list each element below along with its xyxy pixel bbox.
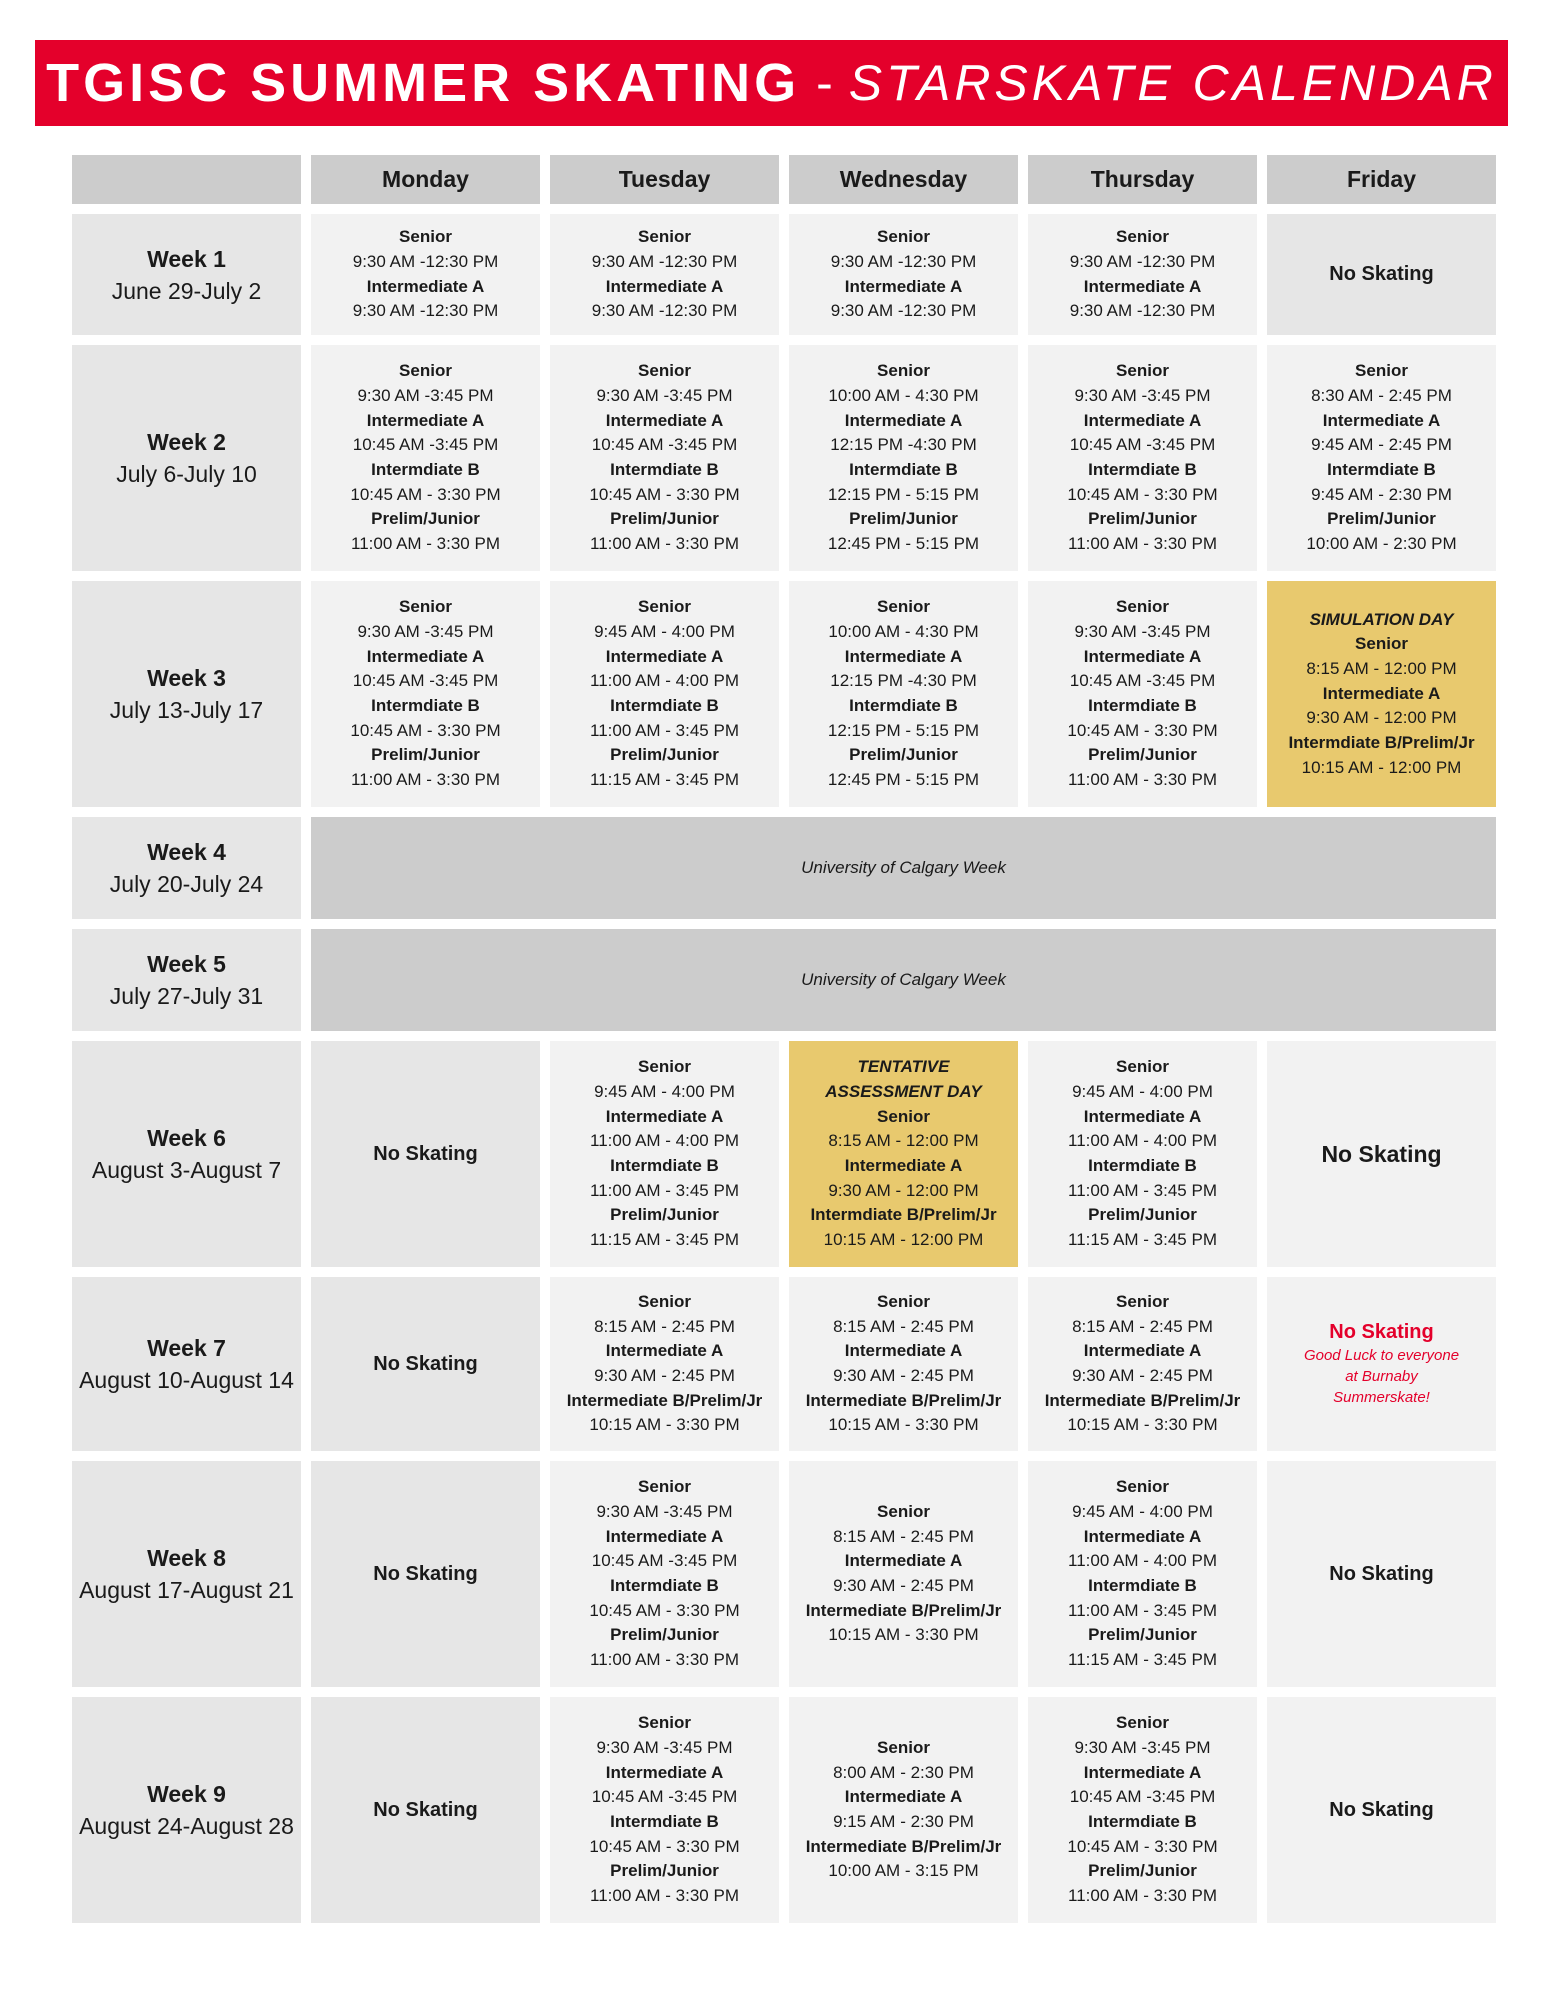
week-6-monday <box>311 1041 540 1267</box>
level-label: Senior <box>1116 1477 1169 1497</box>
level-label: Intermediate A <box>1083 1341 1202 1361</box>
week-dates: July 27-July 31 <box>109 983 264 1009</box>
level-label: Senior <box>1116 1057 1169 1077</box>
level-label: Prelim/Junior <box>371 509 480 529</box>
level-label: Intermediate B/Prelim/Jr <box>805 1390 1002 1410</box>
no-skating-label: No Skating <box>373 1142 478 1165</box>
level-label: Senior <box>638 1477 691 1497</box>
level-label: Prelim/Junior <box>1327 509 1436 529</box>
header-tuesday: Tuesday <box>550 155 779 204</box>
week-name: Week 4 <box>147 839 226 865</box>
time-range: 9:30 AM -12:30 PM <box>591 301 738 321</box>
time-range: 11:00 AM - 4:00 PM <box>590 671 739 691</box>
time-range: 11:00 AM - 3:30 PM <box>1068 770 1217 790</box>
time-range: 11:15 AM - 3:45 PM <box>1068 1230 1217 1250</box>
week-9-thursday <box>1028 1697 1257 1923</box>
level-label: Senior <box>1116 1291 1169 1311</box>
time-range: 10:45 AM -3:45 PM <box>1069 435 1216 455</box>
level-label: Intermediate B/Prelim/Jr <box>1044 1390 1241 1410</box>
time-range: 9:30 AM - 2:45 PM <box>594 1366 735 1385</box>
time-range: 12:15 PM -4:30 PM <box>830 671 977 691</box>
time-range: 10:45 AM -3:45 PM <box>591 435 738 455</box>
week-7-thursday <box>1028 1277 1257 1451</box>
week-3-tuesday <box>550 581 779 807</box>
time-range: 11:00 AM - 3:45 PM <box>590 720 739 740</box>
time-range: 9:30 AM -3:45 PM <box>596 1737 733 1757</box>
week-9-friday <box>1267 1697 1496 1923</box>
no-skating-label: No Skating <box>373 1798 478 1821</box>
time-range: 11:00 AM - 3:45 PM <box>1068 1180 1217 1200</box>
week-dates: August 24-August 28 <box>79 1813 294 1839</box>
time-range: 9:45 AM - 4:00 PM <box>594 1081 735 1101</box>
no-skating-label: No Skating <box>1329 1562 1434 1585</box>
level-label: Prelim/Junior <box>610 745 719 765</box>
time-range: 12:45 PM - 5:15 PM <box>827 770 980 790</box>
time-range: 10:15 AM - 3:30 PM <box>1067 1415 1218 1435</box>
week-2-label <box>72 345 301 571</box>
level-label: Intermediate A <box>605 1526 724 1546</box>
level-label: Intermdiate B <box>610 696 719 715</box>
time-range: 11:00 AM - 3:45 PM <box>1068 1600 1217 1620</box>
week-7-wednesday <box>789 1277 1018 1451</box>
level-label: Intermdiate B <box>1088 460 1197 479</box>
header-wednesday: Wednesday <box>789 155 1018 204</box>
header-friday: Friday <box>1267 155 1496 204</box>
level-label: Intermediate A <box>844 1551 963 1571</box>
simulation-day-label: SIMULATION DAY <box>1309 609 1454 629</box>
week-8-thursday <box>1028 1461 1257 1687</box>
time-range: 10:00 AM - 4:30 PM <box>828 621 979 641</box>
time-range: 10:15 AM - 12:00 PM <box>823 1230 984 1250</box>
level-label: Intermediate A <box>1322 683 1441 703</box>
week-dates: August 3-August 7 <box>91 1157 282 1183</box>
time-range: 9:30 AM - 12:00 PM <box>828 1180 979 1200</box>
time-range: 8:15 AM - 2:45 PM <box>833 1316 974 1336</box>
time-range: 8:15 AM - 2:45 PM <box>833 1526 974 1546</box>
time-range: 9:30 AM - 2:45 PM <box>1072 1366 1213 1385</box>
level-label: Prelim/Junior <box>1088 1861 1197 1881</box>
level-label: Intermediate A <box>844 1341 963 1361</box>
time-range: 10:15 AM - 3:30 PM <box>828 1625 979 1645</box>
header-corner <box>72 155 301 204</box>
time-range: 9:30 AM -12:30 PM <box>1069 301 1216 321</box>
level-label: Intermediate A <box>605 276 724 296</box>
week-4-label <box>72 817 301 919</box>
time-range: 9:30 AM -12:30 PM <box>830 251 977 271</box>
level-label: Senior <box>638 1057 691 1077</box>
time-range: 12:45 PM - 5:15 PM <box>827 534 980 554</box>
week-5-uofc-banner: University of Calgary Week <box>311 929 1496 1031</box>
level-label: Senior <box>877 1501 930 1521</box>
level-label: Intermdiate B <box>1088 1156 1197 1175</box>
week-4-uofc-banner: University of Calgary Week <box>311 817 1496 919</box>
week-2-thursday <box>1028 345 1257 571</box>
time-range: 9:30 AM -3:45 PM <box>1074 385 1211 405</box>
week-6-thursday <box>1028 1041 1257 1267</box>
time-range: 8:15 AM - 12:00 PM <box>1306 658 1457 678</box>
level-label: Senior <box>638 361 691 381</box>
level-label: Intermdiate B <box>1088 696 1197 715</box>
level-label: Intermdiate B <box>610 1156 719 1175</box>
time-range: 10:45 AM - 3:30 PM <box>589 1836 740 1856</box>
time-range: 12:15 PM - 5:15 PM <box>827 720 980 740</box>
week-dates: August 17-August 21 <box>79 1577 294 1603</box>
level-label: Intermdiate B <box>371 460 480 479</box>
level-label: Prelim/Junior <box>610 1625 719 1645</box>
week-name: Week 1 <box>147 245 226 272</box>
level-label: Prelim/Junior <box>1088 509 1197 529</box>
level-label: Intermediate A <box>605 1106 724 1126</box>
week-9-monday <box>311 1697 540 1923</box>
time-range: 8:15 AM - 2:45 PM <box>1072 1316 1213 1336</box>
week-dates: July 6-July 10 <box>116 461 257 487</box>
time-range: 12:15 PM - 5:15 PM <box>827 484 980 504</box>
time-range: 10:45 AM - 3:30 PM <box>589 1600 740 1620</box>
week-name: Week 2 <box>147 429 226 455</box>
week-dates: July 13-July 17 <box>109 697 264 723</box>
no-skating-label: No Skating <box>373 1352 478 1375</box>
level-label: Intermdiate B/Prelim/Jr <box>810 1205 997 1225</box>
level-label: Intermediate A <box>1083 276 1202 296</box>
week-1-friday <box>1267 214 1496 335</box>
week-name: Week 5 <box>147 951 226 977</box>
level-label: Prelim/Junior <box>849 509 958 529</box>
level-label: Prelim/Junior <box>1088 1205 1197 1225</box>
time-range: 8:30 AM - 2:45 PM <box>1311 385 1452 405</box>
week-3-friday <box>1267 581 1496 807</box>
time-range: 9:30 AM -3:45 PM <box>1074 1737 1211 1757</box>
time-range: 10:45 AM -3:45 PM <box>352 671 499 691</box>
time-range: 10:45 AM - 3:30 PM <box>589 484 740 504</box>
level-label: Intermediate A <box>366 276 485 296</box>
level-label: Prelim/Junior <box>849 745 958 765</box>
time-range: 9:30 AM -12:30 PM <box>352 301 499 321</box>
time-range: 11:00 AM - 4:00 PM <box>1068 1131 1217 1151</box>
level-label: Senior <box>877 1106 930 1126</box>
time-range: 9:45 AM - 4:00 PM <box>594 621 735 641</box>
time-range: 10:00 AM - 4:30 PM <box>828 385 979 405</box>
time-range: 11:00 AM - 3:45 PM <box>590 1180 739 1200</box>
week-1-tuesday <box>550 214 779 335</box>
time-range: 9:30 AM -12:30 PM <box>1069 251 1216 271</box>
week-1-label <box>72 214 301 335</box>
level-label: Senior <box>638 1291 691 1311</box>
time-range: 10:45 AM - 3:30 PM <box>350 484 501 504</box>
week-name: Week 8 <box>147 1545 226 1571</box>
level-label: Senior <box>1355 634 1408 654</box>
level-label: Senior <box>877 1737 930 1757</box>
no-skating-label: No Skating <box>1329 1321 1434 1344</box>
time-range: 11:00 AM - 3:30 PM <box>1068 1886 1217 1906</box>
week-9-label <box>72 1697 301 1923</box>
week-8-friday <box>1267 1461 1496 1687</box>
week-name: Week 3 <box>147 665 226 691</box>
level-label: Intermediate A <box>1083 646 1202 666</box>
time-range: 10:15 AM - 12:00 PM <box>1301 757 1462 777</box>
title-bold: TGISC SUMMER SKATING <box>46 53 801 113</box>
week-name: Week 7 <box>147 1335 226 1361</box>
level-label: Prelim/Junior <box>610 1861 719 1881</box>
tentative-assessment-day-label: TENTATIVE ASSESSMENT DAY <box>825 1057 982 1101</box>
level-label: Intermediate A <box>844 646 963 666</box>
level-label: Intermediate A <box>605 1341 724 1361</box>
week-name: Week 9 <box>147 1781 226 1807</box>
time-range: 11:00 AM - 3:30 PM <box>590 1886 739 1906</box>
level-label: Intermediate B/Prelim/Jr <box>566 1390 763 1410</box>
level-label: Intermediate A <box>1322 410 1441 430</box>
time-range: 11:00 AM - 4:00 PM <box>590 1131 739 1151</box>
level-label: Intermediate A <box>1083 1106 1202 1126</box>
time-range: 10:45 AM -3:45 PM <box>591 1787 738 1807</box>
time-range: 9:45 AM - 4:00 PM <box>1072 1501 1213 1521</box>
level-label: Intermdiate B/Prelim/Jr <box>1288 733 1475 753</box>
week-6-friday <box>1267 1041 1496 1267</box>
week-6-tuesday <box>550 1041 779 1267</box>
level-label: Senior <box>1116 597 1169 617</box>
time-range: 10:45 AM -3:45 PM <box>1069 671 1216 691</box>
week-2-monday <box>311 345 540 571</box>
level-label: Intermediate B/Prelim/Jr <box>805 1600 1002 1620</box>
time-range: 11:15 AM - 3:45 PM <box>590 770 739 790</box>
week-7-label <box>72 1277 301 1451</box>
week-1-monday <box>311 214 540 335</box>
time-range: 11:00 AM - 3:30 PM <box>351 770 500 790</box>
time-range: 11:00 AM - 3:30 PM <box>1068 534 1217 554</box>
week-1-wednesday <box>789 214 1018 335</box>
level-label: Intermediate A <box>1083 1526 1202 1546</box>
level-label: Senior <box>877 361 930 381</box>
level-label: Senior <box>877 597 930 617</box>
week-3-monday <box>311 581 540 807</box>
time-range: 9:30 AM -12:30 PM <box>591 251 738 271</box>
level-label: Prelim/Junior <box>1088 1625 1197 1645</box>
level-label: Senior <box>1116 361 1169 381</box>
week-7-friday <box>1267 1277 1496 1451</box>
week-3-label <box>72 581 301 807</box>
time-range: 11:00 AM - 4:00 PM <box>1068 1551 1217 1571</box>
no-skating-label: No Skating <box>373 1562 478 1585</box>
good-luck-note: Good Luck to everyone at Burnaby Summerskate! <box>1303 1346 1460 1406</box>
level-label: Prelim/Junior <box>610 1205 719 1225</box>
no-skating-label: No Skating <box>1329 1798 1434 1821</box>
level-label: Prelim/Junior <box>610 509 719 529</box>
time-range: 9:30 AM - 2:45 PM <box>833 1576 974 1595</box>
time-range: 11:15 AM - 3:45 PM <box>1068 1650 1217 1670</box>
time-range: 9:30 AM -3:45 PM <box>1074 621 1211 641</box>
level-label: Senior <box>1355 361 1408 381</box>
time-range: 9:30 AM -3:45 PM <box>596 385 733 405</box>
week-8-monday <box>311 1461 540 1687</box>
week-1-thursday <box>1028 214 1257 335</box>
time-range: 10:45 AM -3:45 PM <box>591 1551 738 1571</box>
time-range: 10:15 AM - 3:30 PM <box>828 1415 979 1435</box>
header-monday: Monday <box>311 155 540 204</box>
title-banner <box>35 40 1508 126</box>
week-2-wednesday <box>789 345 1018 571</box>
level-label: Senior <box>399 227 452 247</box>
week-3-wednesday <box>789 581 1018 807</box>
level-label: Intermediate A <box>844 1156 963 1175</box>
time-range: 9:30 AM -3:45 PM <box>357 385 494 405</box>
time-range: 11:00 AM - 3:30 PM <box>590 1650 739 1670</box>
time-range: 12:15 PM -4:30 PM <box>830 435 977 455</box>
week-dates: June 29-July 2 <box>111 277 262 304</box>
title-separator: - <box>816 55 833 111</box>
time-range: 10:45 AM - 3:30 PM <box>1067 1836 1218 1856</box>
level-label: Intermediate A <box>844 276 963 296</box>
header-thursday: Thursday <box>1028 155 1257 204</box>
no-skating-label: No Skating <box>1329 263 1434 286</box>
calendar-grid <box>72 155 1496 1923</box>
time-range: 9:30 AM - 12:00 PM <box>1306 708 1457 728</box>
time-range: 9:45 AM - 4:00 PM <box>1072 1081 1213 1101</box>
time-range: 10:15 AM - 3:30 PM <box>589 1415 740 1435</box>
time-range: 11:00 AM - 3:30 PM <box>590 534 739 554</box>
time-range: 8:00 AM - 2:30 PM <box>833 1762 974 1782</box>
level-label: Intermdiate B <box>610 1812 719 1831</box>
level-label: Intermediate B/Prelim/Jr <box>805 1836 1002 1856</box>
week-6-wednesday <box>789 1041 1018 1267</box>
level-label: Intermediate A <box>366 646 485 666</box>
time-range: 10:45 AM -3:45 PM <box>352 435 499 455</box>
week-6-label <box>72 1041 301 1267</box>
time-range: 10:00 AM - 2:30 PM <box>1306 534 1457 554</box>
level-label: Intermediate A <box>605 1762 724 1782</box>
level-label: Intermediate A <box>1083 410 1202 430</box>
level-label: Intermdiate B <box>610 460 719 479</box>
level-label: Senior <box>877 1291 930 1311</box>
level-label: Intermediate A <box>844 410 963 430</box>
level-label: Intermdiate B <box>1327 460 1436 479</box>
time-range: 9:30 AM -3:45 PM <box>357 621 494 641</box>
level-label: Intermediate A <box>1083 1762 1202 1782</box>
level-label: Senior <box>1116 1713 1169 1733</box>
level-label: Intermediate A <box>366 410 485 430</box>
level-label: Intermdiate B <box>1088 1812 1197 1831</box>
time-range: 9:15 AM - 2:30 PM <box>833 1812 974 1831</box>
time-range: 9:30 AM -12:30 PM <box>830 301 977 321</box>
week-5-label <box>72 929 301 1031</box>
week-7-monday <box>311 1277 540 1451</box>
week-9-tuesday <box>550 1697 779 1923</box>
week-8-tuesday <box>550 1461 779 1687</box>
time-range: 10:45 AM -3:45 PM <box>1069 1787 1216 1807</box>
time-range: 11:15 AM - 3:45 PM <box>590 1230 739 1250</box>
level-label: Intermediate A <box>844 1787 963 1807</box>
time-range: 8:15 AM - 2:45 PM <box>594 1316 735 1336</box>
level-label: Senior <box>399 597 452 617</box>
week-2-friday <box>1267 345 1496 571</box>
level-label: Senior <box>638 1713 691 1733</box>
time-range: 10:45 AM - 3:30 PM <box>1067 484 1218 504</box>
time-range: 9:45 AM - 2:45 PM <box>1311 435 1452 455</box>
week-3-thursday <box>1028 581 1257 807</box>
level-label: Senior <box>399 361 452 381</box>
week-9-wednesday <box>789 1697 1018 1923</box>
time-range: 10:00 AM - 3:15 PM <box>828 1861 979 1881</box>
level-label: Intermdiate B <box>610 1576 719 1595</box>
level-label: Intermediate A <box>605 410 724 430</box>
level-label: Intermdiate B <box>371 696 480 715</box>
title-italic: STARSKATE CALENDAR <box>848 55 1497 111</box>
week-dates: August 10-August 14 <box>79 1367 294 1393</box>
level-label: Intermdiate B <box>849 460 958 479</box>
time-range: 9:30 AM -12:30 PM <box>352 251 499 271</box>
time-range: 11:00 AM - 3:30 PM <box>351 534 500 554</box>
no-skating-label: No Skating <box>1321 1140 1442 1167</box>
level-label: Senior <box>877 227 930 247</box>
level-label: Senior <box>638 227 691 247</box>
time-range: 10:45 AM - 3:30 PM <box>1067 720 1218 740</box>
time-range: 8:15 AM - 12:00 PM <box>828 1131 979 1151</box>
week-7-tuesday <box>550 1277 779 1451</box>
level-label: Intermdiate B <box>849 696 958 715</box>
time-range: 9:30 AM -3:45 PM <box>596 1501 733 1521</box>
time-range: 10:45 AM - 3:30 PM <box>350 720 501 740</box>
level-label: Intermediate A <box>605 646 724 666</box>
week-dates: July 20-July 24 <box>109 871 264 897</box>
level-label: Prelim/Junior <box>1088 745 1197 765</box>
level-label: Intermdiate B <box>1088 1576 1197 1595</box>
week-name: Week 6 <box>147 1125 226 1151</box>
level-label: Senior <box>638 597 691 617</box>
week-8-label <box>72 1461 301 1687</box>
level-label: Prelim/Junior <box>371 745 480 765</box>
level-label: Senior <box>1116 227 1169 247</box>
time-range: 9:45 AM - 2:30 PM <box>1311 484 1452 504</box>
week-2-tuesday <box>550 345 779 571</box>
time-range: 9:30 AM - 2:45 PM <box>833 1366 974 1385</box>
week-8-wednesday <box>789 1461 1018 1687</box>
